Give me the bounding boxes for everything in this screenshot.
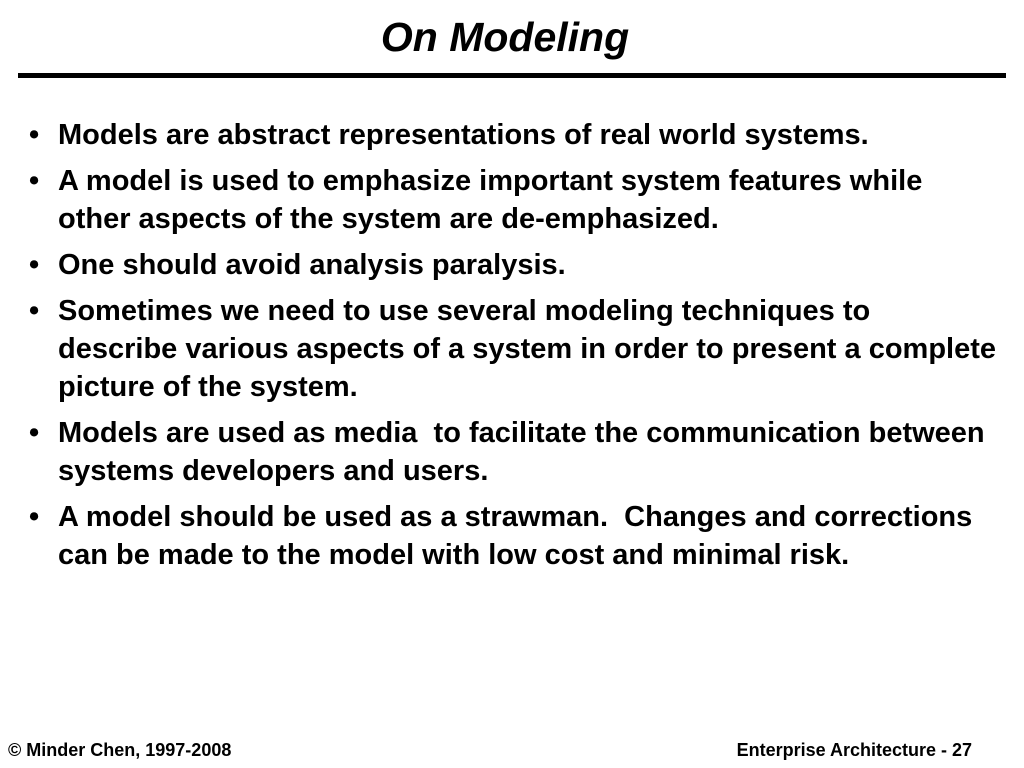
bullet-icon: •: [29, 295, 40, 327]
bullet-item: [26, 246, 996, 284]
footer-copyright: © Minder Chen, 1997-2008: [8, 740, 232, 760]
bullet-item: [26, 414, 996, 490]
bullet-text: Sometimes we need to use several modeling techniques to describe various aspects of a system in order to present a complete picture of the system.: [58, 295, 997, 403]
bullet-item: [26, 498, 996, 574]
title-divider: [18, 73, 1006, 78]
bullet-text: One should avoid analysis paralysis.: [58, 249, 566, 281]
bullet-item: [26, 292, 996, 406]
slide-title: On Modeling: [380, 14, 630, 60]
bullet-text: A model should be used as a strawman. Changes and corrections can be made to the model with low cost and minimal risk.: [58, 501, 981, 571]
bullet-icon: •: [29, 417, 40, 449]
bullet-icon: •: [29, 165, 40, 197]
bullet-item: [26, 162, 996, 238]
bullet-icon: •: [29, 249, 40, 281]
bullet-item: [26, 116, 996, 154]
bullet-text: A model is used to emphasize important system features while other aspects of the system are de-emphasized.: [58, 165, 923, 235]
bullet-icon: •: [29, 501, 40, 533]
bullet-list: [26, 116, 996, 582]
bullet-text: Models are used as media to facilitate the communication between systems developers and users.: [58, 417, 993, 487]
footer-page-label: Enterprise Architecture - 27: [736, 740, 972, 760]
bullet-icon: •: [29, 119, 40, 151]
bullet-text: Models are abstract representations of real world systems.: [58, 119, 869, 151]
